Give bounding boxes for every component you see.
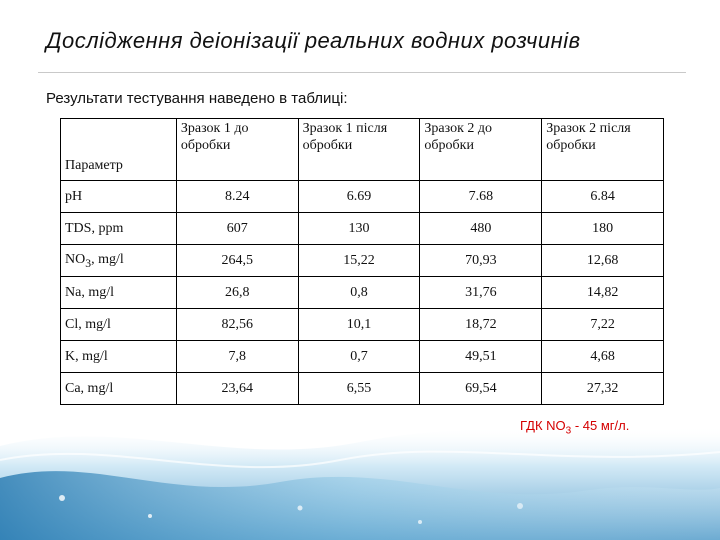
table-row-no3 <box>61 245 664 277</box>
subtitle: Результати тестування наведено в таблиці: <box>46 90 348 107</box>
note-subscript: 3 <box>565 425 572 437</box>
table-cell: 480 <box>420 213 542 245</box>
table-cell: 27,32 <box>542 373 664 405</box>
row-label <box>61 245 177 277</box>
table-row-ph <box>61 181 664 213</box>
table-cell: 23,64 <box>176 373 298 405</box>
table-row-k <box>61 341 664 373</box>
table-row-na <box>61 277 664 309</box>
row-label: Cl, mg/l <box>61 309 177 341</box>
table-cell: 8.24 <box>176 181 298 213</box>
table-cell: 49,51 <box>420 341 542 373</box>
table-cell: 130 <box>298 213 420 245</box>
table-cell: 26,8 <box>176 277 298 309</box>
table-cell: 31,76 <box>420 277 542 309</box>
table-cell: 6.84 <box>542 181 664 213</box>
table-cell: 0,7 <box>298 341 420 373</box>
row-label: pH <box>61 181 177 213</box>
table-cell: 14,82 <box>542 277 664 309</box>
bubble <box>59 495 65 501</box>
table-cell: 12,68 <box>542 245 664 277</box>
results-table <box>60 118 664 405</box>
table-header-row <box>61 119 664 181</box>
table-cell: 70,93 <box>420 245 542 277</box>
header-parameter: Параметр <box>61 119 177 181</box>
slide-title: Дослідження деіонізації реальних водних розчинів <box>46 28 581 53</box>
table-cell: 4,68 <box>542 341 664 373</box>
header-sample2-after: Зразок 2 після обробки <box>542 119 664 181</box>
table-cell: 10,1 <box>298 309 420 341</box>
table-cell: 15,22 <box>298 245 420 277</box>
bubble <box>418 520 422 524</box>
mpc-note <box>520 418 629 437</box>
bubble <box>298 506 303 511</box>
row-label: Ca, mg/l <box>61 373 177 405</box>
table-cell: 7.68 <box>420 181 542 213</box>
table-cell: 6,55 <box>298 373 420 405</box>
bubble <box>148 514 152 518</box>
table-cell: 264,5 <box>176 245 298 277</box>
table-cell: 180 <box>542 213 664 245</box>
table-cell: 6.69 <box>298 181 420 213</box>
table-cell: 69,54 <box>420 373 542 405</box>
table-row-cl <box>61 309 664 341</box>
table-cell: 82,56 <box>176 309 298 341</box>
row-label-main: NO <box>65 251 86 267</box>
table-cell: 607 <box>176 213 298 245</box>
row-label-rest: , mg/l <box>91 251 124 267</box>
note-suffix: - 45 мг/л. <box>571 418 630 433</box>
row-label-subscript: 3 <box>85 256 92 270</box>
table-cell: 7,22 <box>542 309 664 341</box>
table-row-tds <box>61 213 664 245</box>
row-label: Na, mg/l <box>61 277 177 309</box>
table-cell: 7,8 <box>176 341 298 373</box>
header-sample1-before: Зразок 1 до обробки <box>176 119 298 181</box>
table-cell: 18,72 <box>420 309 542 341</box>
row-label: TDS, ppm <box>61 213 177 245</box>
title-divider <box>38 72 686 73</box>
row-label: K, mg/l <box>61 341 177 373</box>
header-sample2-before: Зразок 2 до обробки <box>420 119 542 181</box>
header-sample1-after: Зразок 1 після обробки <box>298 119 420 181</box>
note-prefix: ГДК NO <box>520 418 566 433</box>
bubble <box>517 503 523 509</box>
table-cell: 0,8 <box>298 277 420 309</box>
